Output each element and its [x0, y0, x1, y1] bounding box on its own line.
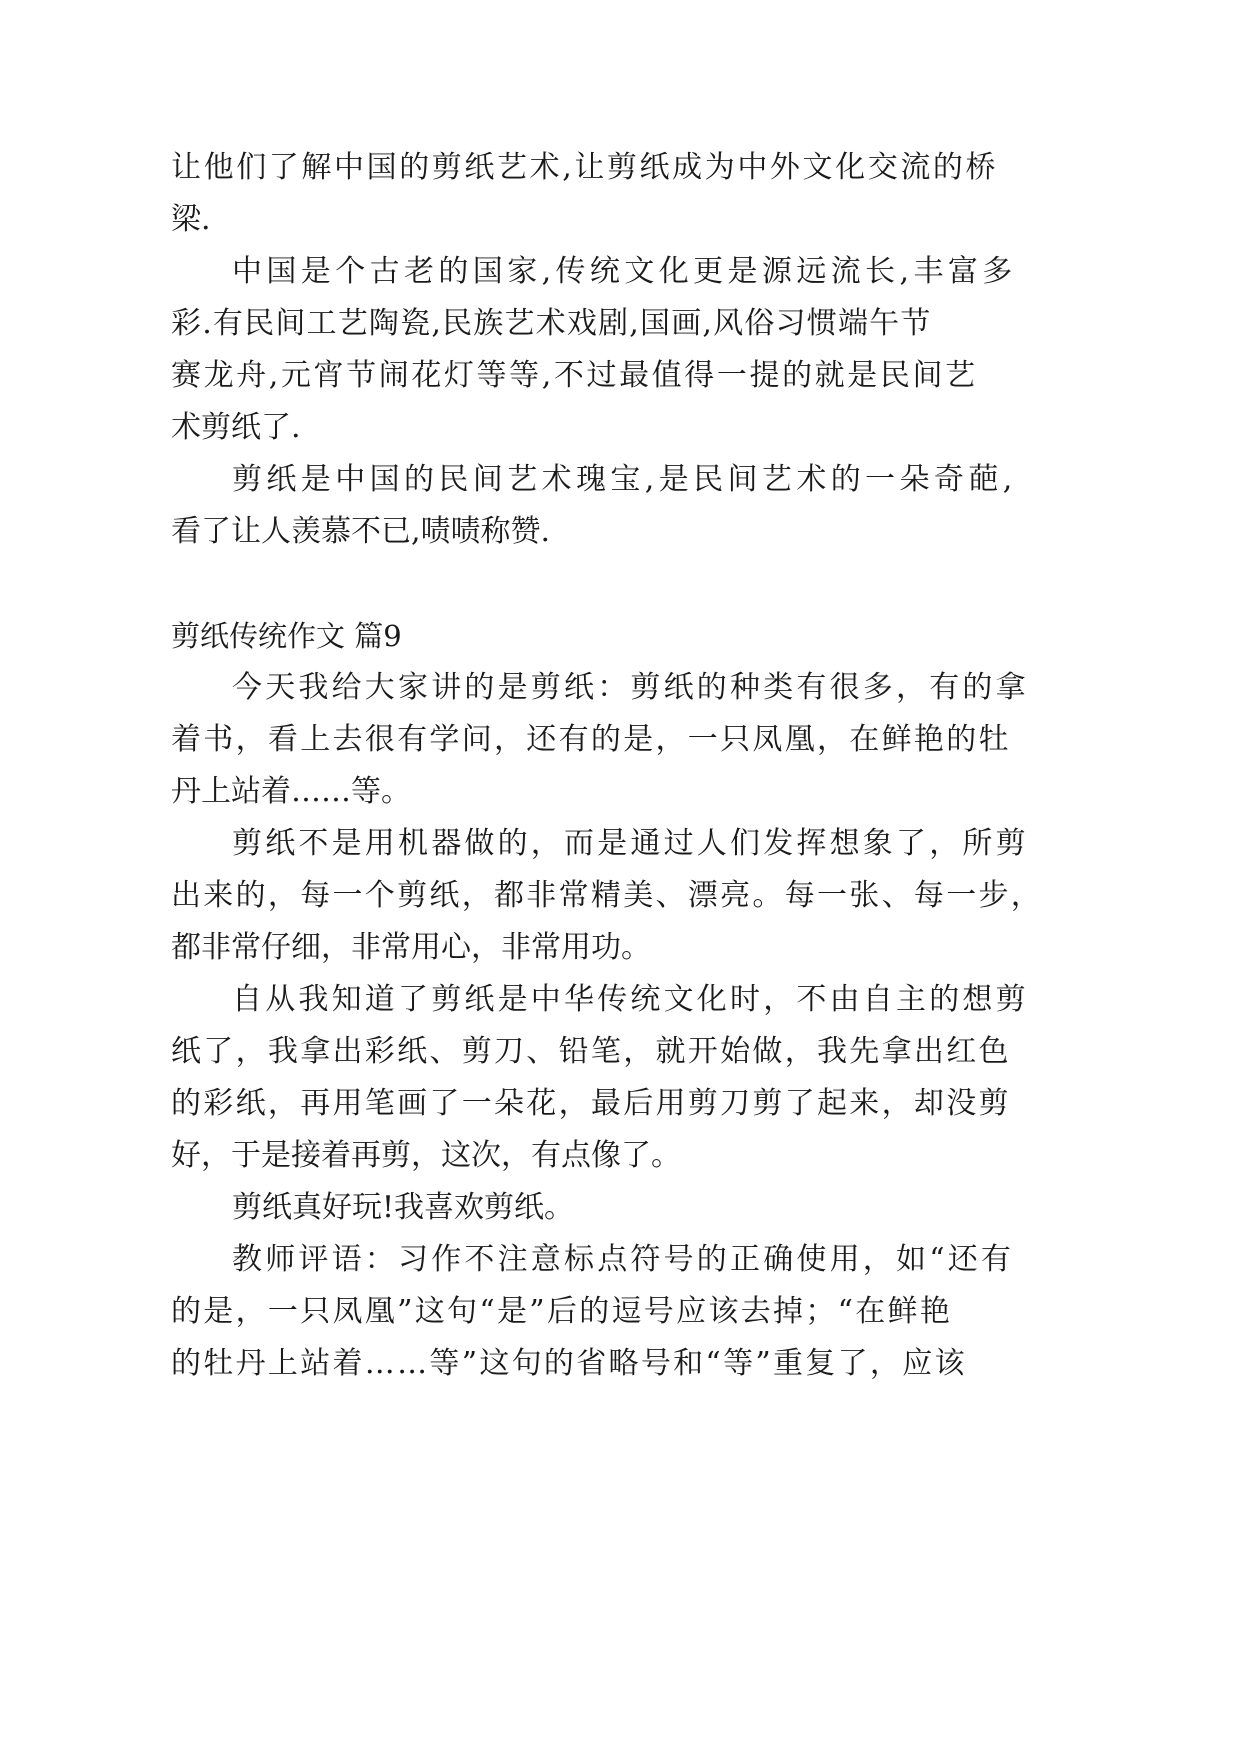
paragraph-line: 好，于是接着再剪，这次，有点像了。 — [171, 1138, 681, 1173]
paragraph-line: 纸了，我拿出彩纸、剪刀、铅笔，就开始做，我先拿出红色 — [171, 1034, 1011, 1069]
paragraph-line: 剪纸是中国的民间艺术瑰宝,是民间艺术的一朵奇葩, — [232, 462, 1017, 497]
paragraph-line: 剪纸不是用机器做的，而是通过人们发挥想象了，所剪 — [232, 826, 1029, 861]
paragraph-line: 的是，一只凤凰”这句“是”后的逗号应该去掉；“在鲜艳 — [171, 1294, 953, 1329]
paragraph-line: 梁. — [171, 202, 211, 237]
paragraph-line: 着书，看上去很有学问，还有的是，一只凤凰，在鲜艳的牡 — [171, 722, 1011, 757]
article-heading: 剪纸传统作文 篇9 — [171, 619, 402, 653]
paragraph-line: 彩.有民间工艺陶瓷,民族艺术戏剧,国画,风俗习惯端午节 — [171, 306, 932, 341]
paragraph-line: 中国是个古老的国家,传统文化更是源远流长,丰富多 — [232, 254, 1017, 289]
paragraph-line: 自从我知道了剪纸是中华传统文化时，不由自主的想剪 — [232, 982, 1029, 1017]
paragraph-line: 出来的，每一个剪纸，都非常精美、漂亮。每一张、每一步， — [171, 878, 1044, 913]
paragraph-line: 的彩纸，再用笔画了一朵花，最后用剪刀剪了起来，却没剪 — [171, 1086, 1011, 1121]
paragraph-line: 赛龙舟,元宵节闹花灯等等,不过最值得一提的就是民间艺 — [171, 358, 978, 393]
paragraph-line: 看了让人羡慕不已,啧啧称赞. — [171, 514, 551, 549]
paragraph-line: 丹上站着……等。 — [171, 774, 411, 809]
paragraph-line: 的牡丹上站着……等”这句的省略号和“等”重复了，应该 — [171, 1346, 967, 1381]
paragraph-line: 术剪纸了. — [171, 410, 301, 445]
paragraph-line: 都非常仔细，非常用心，非常用功。 — [171, 930, 651, 965]
paragraph-line: 让他们了解中国的剪纸艺术,让剪纸成为中外文化交流的桥 — [171, 150, 999, 185]
paragraph-line: 剪纸真好玩!我喜欢剪纸。 — [232, 1190, 575, 1225]
paragraph-line: 教师评语：习作不注意标点符号的正确使用，如“还有 — [232, 1242, 1015, 1277]
paragraph-line: 今天我给大家讲的是剪纸：剪纸的种类有很多，有的拿 — [232, 670, 1029, 705]
